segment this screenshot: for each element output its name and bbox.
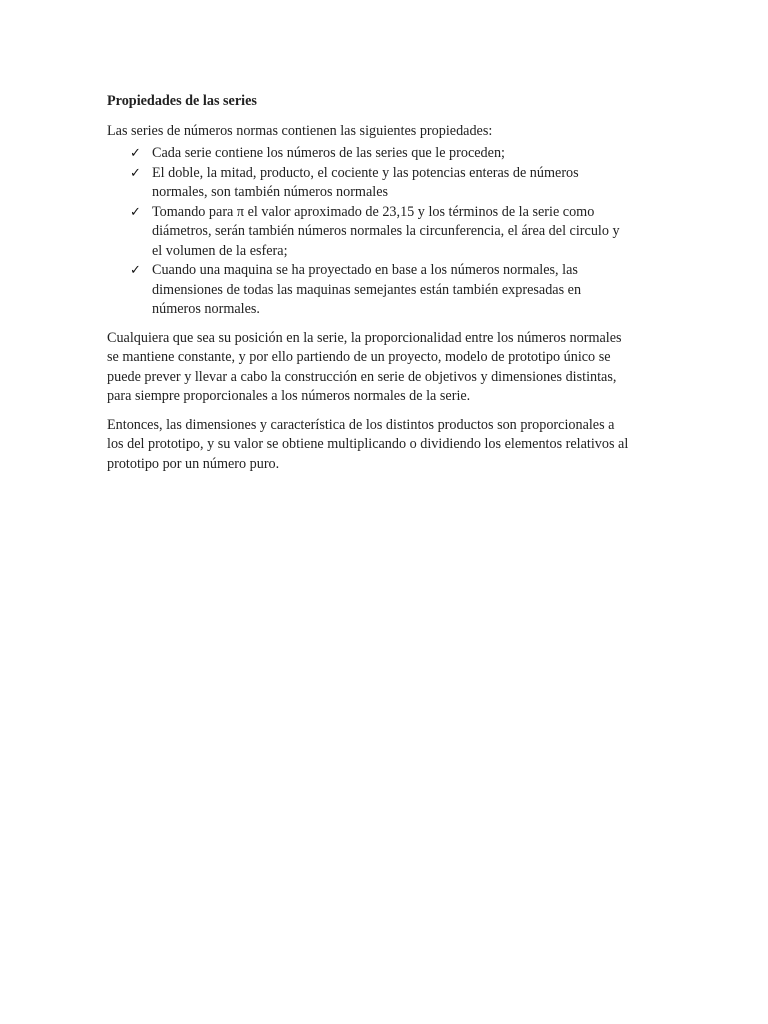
check-icon: ✓ <box>130 263 141 278</box>
properties-list <box>107 144 667 320</box>
paragraph-line: prototipo por un número puro. <box>107 455 280 472</box>
paragraph-line: puede prever y llevar a cabo la construcción en serie de objetivos y dimensiones distintas, <box>107 368 617 385</box>
list-item-line: el volumen de la esfera; <box>152 242 288 259</box>
paragraph-line: se mantiene constante, y por ello partiendo de un proyecto, modelo de prototipo único se <box>107 349 611 365</box>
paragraph-line: Cualquiera que sea su posición en la serie, la proporcionalidad entre los números normales <box>107 329 622 346</box>
check-icon: ✓ <box>130 204 141 220</box>
list-item <box>107 164 667 203</box>
document-page <box>107 92 667 483</box>
list-item-line: El doble, la mitad, producto, el cociente y las potencias enteras de números <box>152 164 579 181</box>
body-paragraph <box>107 329 667 407</box>
body-paragraph <box>107 416 667 475</box>
list-item-line: diámetros, serán también números normales la circunferencia, el área del circulo y <box>152 223 620 239</box>
list-item-line: dimensiones de todas las maquinas semejantes están también expresadas en <box>152 281 582 298</box>
check-icon: ✓ <box>130 146 141 161</box>
list-item-line: números normales. <box>152 301 260 317</box>
section-heading: Propiedades de las series <box>107 93 257 109</box>
list-item <box>107 261 667 320</box>
intro-paragraph: Las series de números normas contienen las siguientes propiedades: <box>107 122 493 139</box>
list-item <box>107 203 667 262</box>
paragraph-line: Entonces, las dimensiones y característica de los distintos productos son proporcionales a <box>107 416 615 433</box>
list-item-line: Cada serie contiene los números de las series que le proceden; <box>152 145 505 161</box>
list-item <box>107 144 667 164</box>
list-item-line: normales, son también números normales <box>152 184 389 200</box>
paragraph-line: los del prototipo, y su valor se obtiene multiplicando o dividiendo los elementos relativos al <box>107 436 629 452</box>
list-item-line: Tomando para π el valor aproximado de 23,15 y los términos de la serie como <box>152 203 595 220</box>
check-icon: ✓ <box>130 165 141 181</box>
list-item-line: Cuando una maquina se ha proyectado en base a los números normales, las <box>152 262 578 278</box>
paragraph-line: para siempre proporcionales a los números normales de la serie. <box>107 388 471 404</box>
